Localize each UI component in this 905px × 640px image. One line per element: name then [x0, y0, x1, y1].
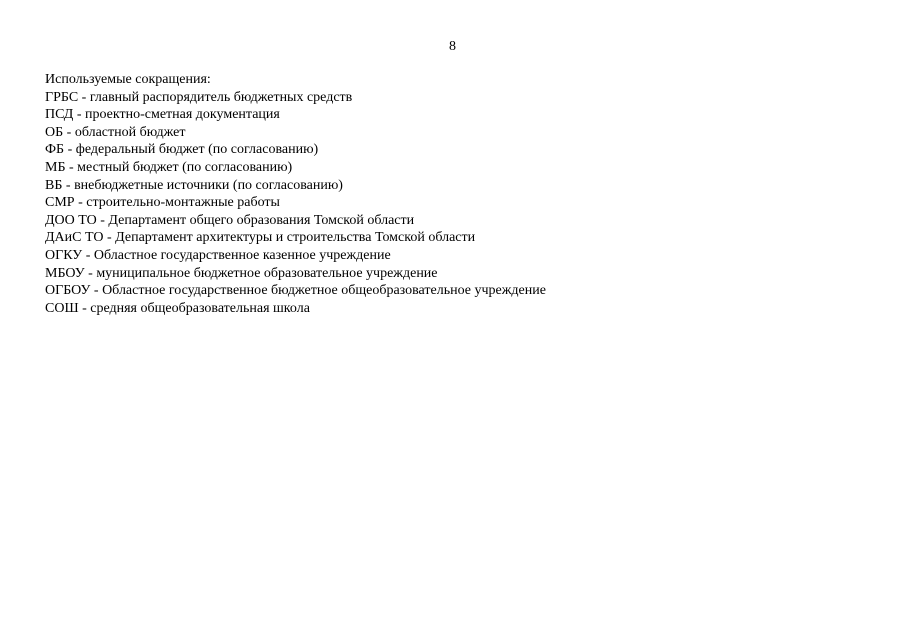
abbreviation-term: ОГБОУ [45, 283, 91, 299]
abbreviation-term: ДОО ТО [45, 212, 97, 228]
abbreviation-definition: местный бюджет (по согласованию) [77, 159, 293, 175]
abbreviation-term: СОШ [45, 300, 79, 316]
abbreviation-separator [75, 195, 87, 210]
abbreviations-heading: Используемые сокращения: [45, 72, 211, 87]
abbreviation-separator [62, 178, 74, 193]
abbreviation-item [45, 300, 865, 318]
abbreviation-item [45, 229, 865, 247]
abbreviation-separator [97, 213, 109, 228]
abbreviation-item [45, 159, 865, 177]
abbreviation-term: ВБ [45, 177, 63, 193]
abbreviation-definition: внебюджетные источники (по согласованию) [74, 177, 343, 193]
abbreviation-separator [79, 301, 91, 316]
abbreviation-separator [66, 160, 78, 175]
abbreviation-term: ГРБС [45, 89, 79, 105]
abbreviation-separator [63, 125, 75, 140]
abbreviation-item [45, 124, 865, 142]
abbreviation-term: ПСД [45, 107, 74, 123]
abbreviation-item [45, 89, 865, 107]
abbreviation-definition: главный распорядитель бюджетных средств [89, 89, 353, 105]
abbreviations-list [45, 89, 865, 318]
abbreviation-term: МБ [45, 159, 66, 175]
abbreviations-section [45, 71, 865, 317]
abbreviation-term: ДАиС ТО [45, 230, 104, 246]
abbreviation-separator [90, 283, 102, 298]
abbreviation-definition: областной бюджет [74, 124, 186, 140]
abbreviation-definition: строительно-монтажные работы [86, 195, 280, 211]
abbreviation-item [45, 106, 865, 124]
abbreviation-separator [85, 266, 97, 281]
abbreviation-separator [78, 90, 90, 105]
abbreviation-item [45, 247, 865, 265]
abbreviation-definition: Департамент архитектуры и строительства Томской области [115, 230, 476, 246]
abbreviation-item [45, 194, 865, 212]
abbreviation-definition: Департамент общего образования Томской области [108, 212, 415, 228]
abbreviation-definition: муниципальное бюджетное образовательное учреждение [96, 265, 438, 281]
abbreviation-term: ОБ [45, 124, 64, 140]
abbreviation-term: МБОУ [45, 265, 85, 281]
page-number: 8 [449, 39, 456, 54]
abbreviation-separator [73, 107, 85, 122]
abbreviation-separator [103, 230, 115, 245]
abbreviation-separator [64, 142, 76, 157]
abbreviation-term: ФБ [45, 142, 65, 158]
abbreviation-item [45, 177, 865, 195]
abbreviation-definition: Областное государственное казенное учреждение [93, 247, 391, 263]
abbreviation-item [45, 265, 865, 283]
abbreviation-definition: федеральный бюджет (по согласованию) [75, 142, 319, 158]
abbreviation-item [45, 141, 865, 159]
abbreviation-separator [82, 248, 94, 263]
abbreviation-item [45, 212, 865, 230]
abbreviation-term: СМР [45, 195, 75, 211]
abbreviation-item [45, 282, 865, 300]
abbreviation-definition: Областное государственное бюджетное общеобразовательное учреждение [102, 283, 546, 299]
abbreviation-definition: средняя общеобразовательная школа [90, 300, 310, 316]
abbreviation-definition: проектно-сметная документация [84, 107, 280, 123]
abbreviation-term: ОГКУ [45, 247, 83, 263]
